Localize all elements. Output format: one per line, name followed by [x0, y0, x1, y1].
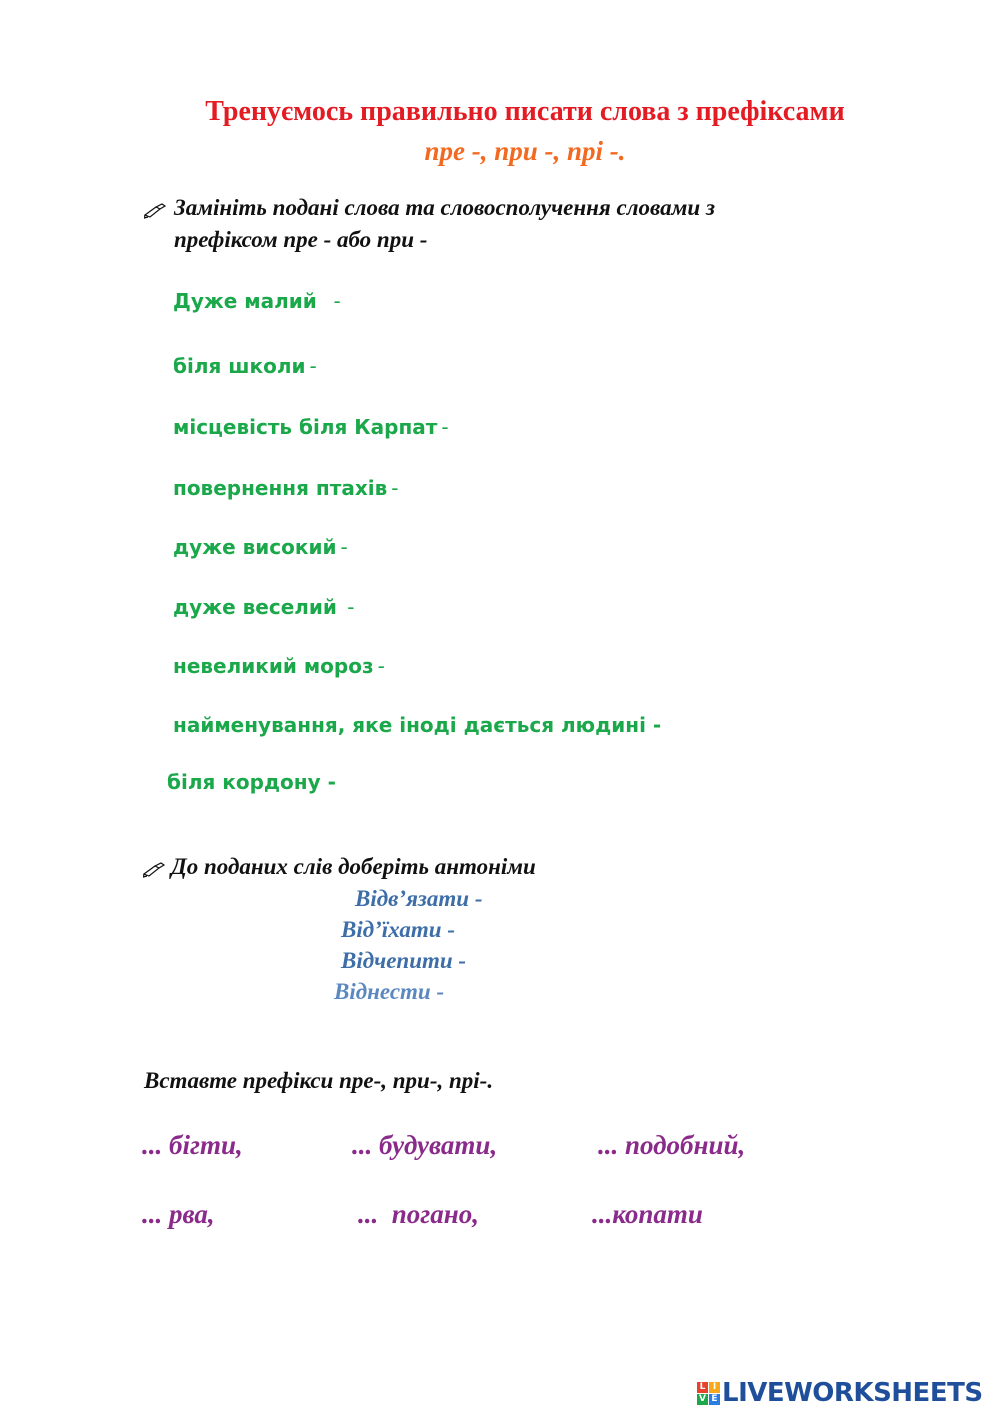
task1-item: найменування, яке іноді дається людині - [173, 713, 662, 737]
liveworksheets-logo-text: LIVEWORKSHEETS [722, 1378, 983, 1408]
antonym-word: Відчепити - [341, 948, 467, 973]
prefix-blank-word: ... бігти, [142, 1130, 243, 1160]
task1-item: дуже веселий - [173, 595, 355, 619]
writing-hand-icon [144, 203, 166, 219]
page-subtitle: пре -, при -, прі -. [424, 136, 626, 166]
prefix-blank-word: ... погано, [358, 1199, 479, 1229]
antonym-word: Віднести - [334, 979, 445, 1004]
prefix-blank-word: ... подобний, [598, 1130, 746, 1160]
task1-item: місцевість біля Карпат - [173, 415, 449, 439]
task1-instruction-line2: префіксом пре - або при - [174, 227, 428, 252]
task1-item: повернення птахів - [173, 476, 399, 500]
task1-item: дуже високий - [173, 535, 348, 559]
liveworksheets-logo-mark: L I V E [697, 1382, 720, 1405]
task2-instruction: До поданих слів доберіть антоніми [171, 854, 536, 879]
antonym-word: Відв’язати - [355, 886, 483, 911]
page-title: Тренуємось правильно писати слова з префіксами [205, 96, 845, 127]
antonym-word: Від’їхати - [341, 917, 455, 942]
prefix-blank-word: ... будувати, [352, 1130, 498, 1160]
prefix-blank-word: ...копати [592, 1199, 703, 1229]
task1-item: біля кордону - [167, 770, 336, 794]
prefix-blank-word: ... рва, [142, 1199, 215, 1229]
task1-item: Дуже малий - [173, 289, 341, 313]
writing-hand-icon [143, 862, 165, 878]
liveworksheets-logo[interactable] [697, 1378, 983, 1408]
task1-item: біля школи - [173, 354, 317, 378]
task1-item: невеликий мороз - [173, 654, 385, 678]
task1-instruction-line1: Замініть подані слова та словосполучення словами з [174, 195, 715, 220]
task3-instruction: Вставте префікси пре-, при-, прі-. [144, 1068, 494, 1093]
